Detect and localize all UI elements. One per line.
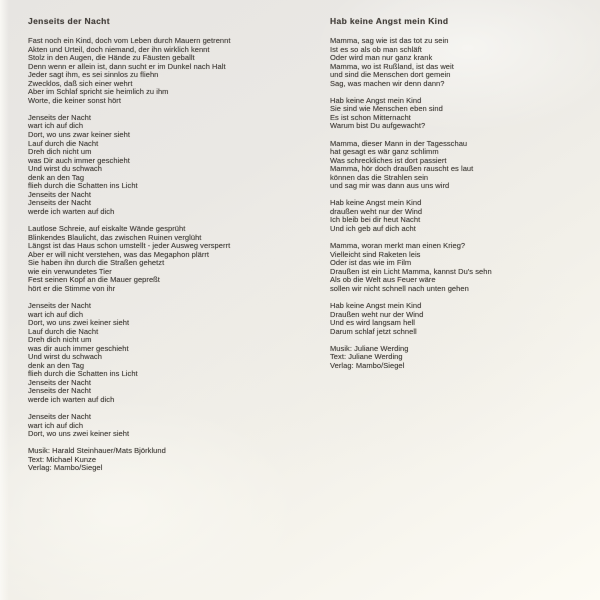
lyric-line: Blinkendes Blaulicht, das zwischen Ruinen verglüht <box>28 232 202 242</box>
lyric-line: Sag, was machen wir denn dann? <box>330 78 445 88</box>
credit-line: Musik: Juliane Werding <box>330 343 409 353</box>
lyric-line: Und wirst du schwach <box>28 352 102 362</box>
stanza <box>28 114 318 217</box>
credits-left <box>28 447 318 473</box>
lyric-line: wie ein verwundetes Tier <box>28 266 112 276</box>
lyric-line: Zwecklos, daß sich einer wehrt <box>28 78 133 88</box>
stanza <box>330 302 595 336</box>
lyric-line: Hab keine Angst mein Kind <box>330 95 422 105</box>
lyric-line: und sag mir was dann aus uns wird <box>330 181 450 191</box>
lyric-line: Was schreckliches ist dort passiert <box>330 155 447 165</box>
lyric-line: Dort, wo uns zwei keiner sieht <box>28 318 130 328</box>
lyric-line: Mamma, woran merkt man einen Krieg? <box>330 241 466 251</box>
credit-line: Text: Michael Kunze <box>28 454 97 464</box>
stanza <box>330 97 595 131</box>
lyric-line: Längst ist das Haus schon umstellt - jeder Ausweg versperrt <box>28 241 231 251</box>
credit-line: Verlag: Mambo/Siegel <box>330 360 405 370</box>
lyric-line: Jenseits der Nacht <box>28 300 92 310</box>
lyric-line: Jenseits der Nacht <box>28 189 92 199</box>
credit-line: Musik: Harald Steinhauer/Mats Björklund <box>28 446 166 456</box>
lyric-line: Aber im Schlaf spricht sie heimlich zu ihm <box>28 87 169 97</box>
stanza <box>330 140 595 191</box>
song-title-right: Hab keine Angst mein Kind <box>330 16 449 26</box>
lyric-line: Oder wird man nur ganz krank <box>330 53 433 63</box>
lyric-line: draußen weht nur der Wind <box>330 206 423 216</box>
lyric-line: Lauf durch die Nacht <box>28 138 99 148</box>
lyric-line: Es ist schon Mitternacht <box>330 112 411 122</box>
lyrics-column-left <box>28 17 318 473</box>
lyric-line: Darum schlaf jetzt schnell <box>330 326 417 336</box>
lyric-line: Fast noch ein Kind, doch vom Leben durch Mauern getrennt <box>28 36 231 45</box>
lyric-line: Jenseits der Nacht <box>28 112 92 122</box>
lyrics-column-right <box>330 17 595 370</box>
lyric-line: Dort, wo uns zwar keiner sieht <box>28 130 130 140</box>
lyric-line: Draußen ist ein Licht Mamma, kannst Du's sehn <box>330 266 492 276</box>
stanza <box>330 242 595 293</box>
stanza <box>330 37 595 88</box>
lyric-line: sollen wir nicht schnell nach unten gehen <box>330 283 469 293</box>
stanza-container-right <box>330 37 595 336</box>
stanza <box>28 413 318 439</box>
stanza <box>330 199 595 233</box>
lyric-line: Draußen weht nur der Wind <box>330 309 424 319</box>
lyric-line: flieh durch die Schatten ins Licht <box>28 369 138 379</box>
lyric-line: Oder ist das wie im Film <box>330 258 412 268</box>
credit-line: Text: Juliane Werding <box>330 352 403 362</box>
lyric-line: Stolz in den Augen, die Hände zu Fäusten geballt <box>28 53 195 63</box>
lyric-line: Jenseits der Nacht <box>28 377 92 387</box>
lyric-line: Und es wird langsam hell <box>330 318 415 328</box>
lyric-line: Ich bleib bei dir heut Nacht <box>330 215 421 225</box>
lyric-line: Und ich geb auf dich acht <box>330 224 416 234</box>
lyric-line: Worte, die keiner sonst hört <box>28 95 121 105</box>
lyric-line: Mamma, dieser Mann in der Tagesschau <box>330 138 468 148</box>
lyric-line: denk an den Tag <box>28 172 85 182</box>
lyric-line: hört er die Stimme von ihr <box>28 283 116 293</box>
lyric-line: Fest seinen Kopf an die Mauer gepreßt <box>28 275 160 285</box>
lyric-line: Ist es so als ob man schläft <box>330 44 422 54</box>
lyric-line: was Dir auch immer geschieht <box>28 155 130 165</box>
lyric-line: Dort, wo uns zwei keiner sieht <box>28 429 130 439</box>
lyric-line: Aber er will nicht verstehen, was das Megaphon plärrt <box>28 249 210 259</box>
lyric-line: wart ich auf dich <box>28 420 84 430</box>
lyric-line: Mamma, wo ist Rußland, ist das weit <box>330 61 454 71</box>
lyric-line: Akten und Urteil, doch niemand, der ihn wirklich kennt <box>28 44 210 54</box>
lyric-line: Als ob die Welt aus Feuer wäre <box>330 275 436 285</box>
lyric-line: Lautlose Schreie, auf eiskalte Wände gesprüht <box>28 224 186 234</box>
lyric-line: flieh durch die Schatten ins Licht <box>28 181 138 191</box>
song-title-left: Jenseits der Nacht <box>28 16 110 26</box>
lyric-line: können das die Strahlen sein <box>330 172 429 182</box>
lyric-line: Dreh dich nicht um <box>28 147 92 157</box>
credits-right <box>330 345 595 371</box>
stanza-container-left <box>28 37 318 439</box>
lyric-line: Jenseits der Nacht <box>28 386 92 396</box>
lyric-line: werde ich warten auf dich <box>28 206 115 216</box>
lyric-line: Dreh dich nicht um <box>28 335 92 345</box>
lyric-line: und sind die Menschen dort gemein <box>330 70 451 80</box>
lyric-line: Sie haben ihn durch die Straßen gehetzt <box>28 258 165 268</box>
lyric-line: wart ich auf dich <box>28 121 84 131</box>
lyric-line: was dir auch immer geschieht <box>28 343 129 353</box>
scan-edge-highlight <box>0 0 9 600</box>
lyric-line: Sie sind wie Menschen eben sind <box>330 104 443 114</box>
lyric-line: Mamma, sag wie ist das tot zu sein <box>330 36 449 45</box>
lyric-line: Jeder sagt ihm, es sei sinnlos zu fliehn <box>28 70 159 80</box>
lyric-line: Jenseits der Nacht <box>28 198 92 208</box>
lyric-line: Vielleicht sind Raketen leis <box>330 249 421 259</box>
lyric-line: Jenseits der Nacht <box>28 412 92 422</box>
lyric-line: denk an den Tag <box>28 360 85 370</box>
stanza <box>28 225 318 293</box>
lyric-line: werde ich warten auf dich <box>28 394 115 404</box>
stanza <box>28 302 318 405</box>
lyric-line: Und wirst du schwach <box>28 164 102 174</box>
credit-line: Verlag: Mambo/Siegel <box>28 463 103 473</box>
lyric-line: Lauf durch die Nacht <box>28 326 99 336</box>
lyric-line: Warum bist Du aufgewacht? <box>330 121 426 131</box>
lyric-line: hat gesagt es wär ganz schlimm <box>330 147 439 157</box>
lyric-line: Hab keine Angst mein Kind <box>330 300 422 310</box>
stanza <box>28 37 318 105</box>
lyric-line: Mamma, hör doch draußen rauscht es laut <box>330 164 474 174</box>
lyric-line: wart ich auf dich <box>28 309 84 319</box>
lyric-line: Hab keine Angst mein Kind <box>330 198 422 208</box>
lyric-line: Denn wenn er allein ist, dann sucht er im Dunkel nach Halt <box>28 61 226 71</box>
